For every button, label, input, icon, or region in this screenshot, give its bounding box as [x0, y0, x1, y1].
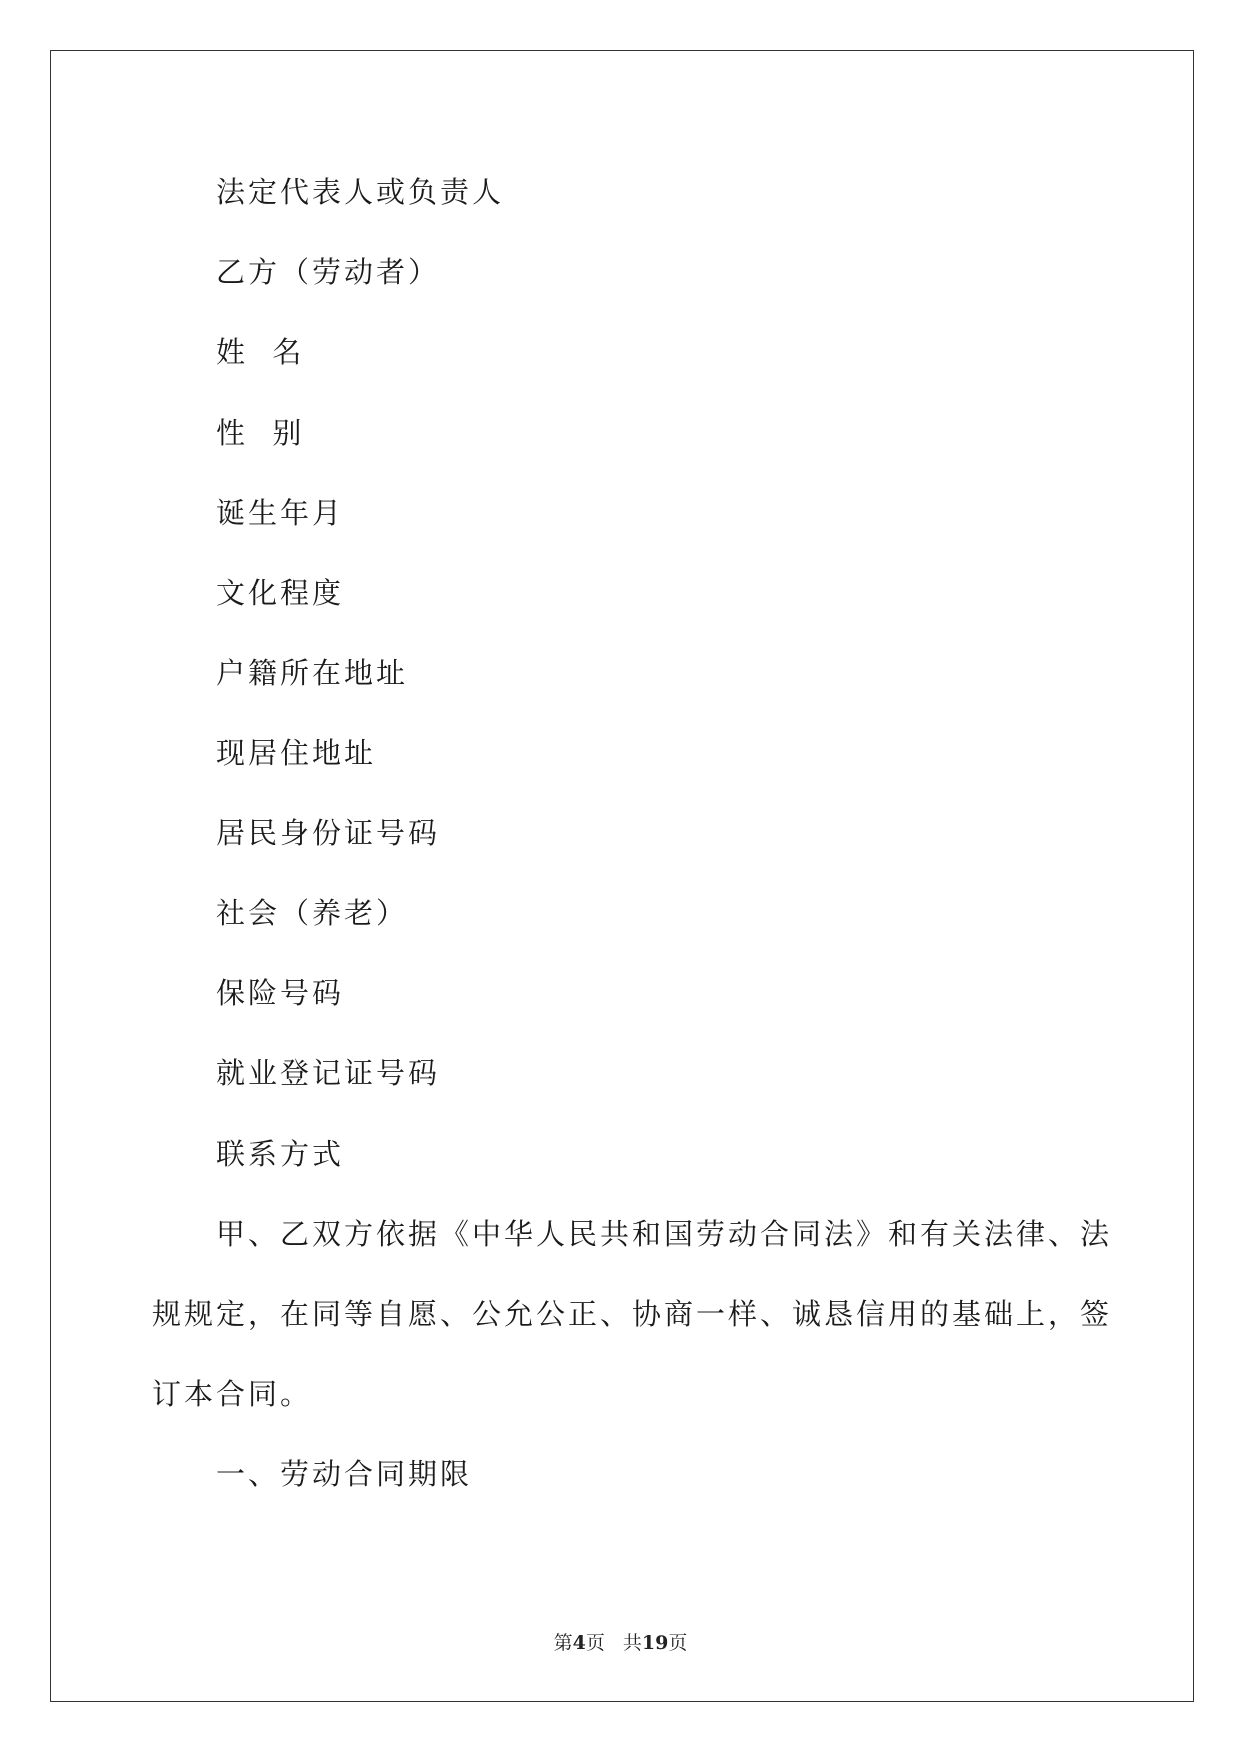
footer-total-suffix: 页	[668, 1632, 688, 1654]
page-footer	[0, 1630, 1241, 1656]
section-heading: 一、劳动合同期限	[216, 1457, 473, 1491]
field-contact: 联系方式	[216, 1137, 345, 1171]
paragraph-line-2: 规规定，在同等自愿、公允公正、协商一样、诚恳信用的基础上，签	[152, 1297, 1113, 1331]
field-social-pension: 社会（养老）	[216, 896, 409, 930]
field-current-address: 现居住地址	[216, 736, 377, 770]
field-gender: 性 别	[216, 416, 305, 450]
footer-page-number: 4	[572, 1632, 586, 1654]
footer-total-number: 19	[641, 1632, 669, 1654]
paragraph-line-3: 订本合同。	[152, 1377, 313, 1411]
footer-page-prefix: 第	[553, 1632, 573, 1654]
field-insurance-number: 保险号码	[216, 976, 345, 1010]
field-household-address: 户籍所在地址	[216, 656, 409, 690]
footer-page-suffix: 页	[585, 1632, 605, 1654]
field-name: 姓 名	[216, 335, 305, 369]
paragraph-line-1: 甲、乙双方依据《中华人民共和国劳动合同法》和有关法律、法	[216, 1217, 1113, 1251]
field-id-number: 居民身份证号码	[216, 816, 441, 850]
footer-total-prefix: 共	[622, 1632, 642, 1654]
field-employment-registration: 就业登记证号码	[216, 1056, 441, 1090]
field-party-b: 乙方（劳动者）	[216, 255, 441, 289]
field-birth-date: 诞生年月	[216, 496, 345, 530]
field-legal-representative: 法定代表人或负责人	[216, 175, 505, 209]
field-education: 文化程度	[216, 576, 345, 610]
